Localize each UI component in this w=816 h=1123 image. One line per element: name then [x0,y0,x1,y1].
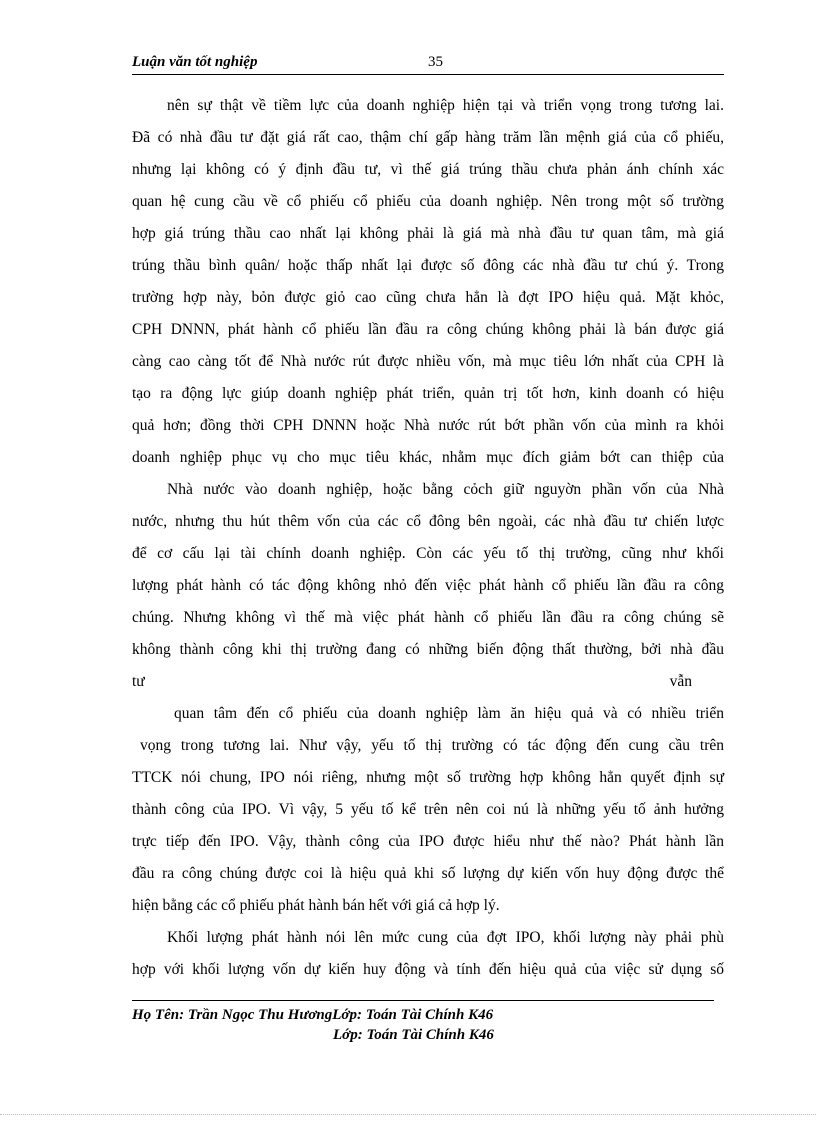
text-line: trường hợp này, bỏn được giỏ cao cũng chưa hẳn là đợt IPO hiệu quả. Mặt khỏc, [132,289,724,306]
text-line: TTCK nói chung, IPO nói riêng, nhưng một số trường hợp không hẳn quyết định sự [132,769,724,786]
text-line: càng cao càng tốt để Nhà nước rút được nhiều vốn, mà mục tiêu lớn nhất của CPH là [132,353,724,370]
text-line: CPH DNNN, phát hành cổ phiếu lần đầu ra công chúng không phải là bán được giá [132,321,724,338]
footer-class: Lớp: Toán Tài Chính K46 [333,1027,494,1043]
text-line: tạo ra động lực giúp doanh nghiệp phát triển, quản trị tốt hơn, kinh doanh có hiệu [132,385,724,402]
text-line: nhưng lại không có ý định đầu tư, vì thế giá trúng thầu chưa phản ánh chính xác [132,161,724,178]
text-line: trúng thầu bình quân/ hoặc thấp nhất lại được số đông các nhà đầu tư chú ý. Trong [132,257,724,274]
page-header [132,52,724,75]
text-line: thành công của IPO. Vì vậy, 5 yếu tố kể trên nên coi nú là những yếu tố ảnh hưởng [132,801,724,818]
text-line: trực tiếp đến IPO. Vậy, thành công của IPO được hiểu như thế nào? Phát hành lần [132,833,724,850]
text-line: để cơ cấu lại tài chính doanh nghiệp. Còn các yếu tố thị trường, cũng như khối [132,545,724,562]
text-line: quả hơn; đồng thời CPH DNNN hoặc Nhà nước rút bớt phần vốn của mình ra khỏi [132,417,724,434]
text-line: hợp với khối lượng vốn dự kiến huy động và tính đến hiệu quả của việc sử dụng số [132,961,724,978]
text-line: quan tâm đến cổ phiếu của doanh nghiệp làm ăn hiệu quả và có nhiều triển [174,705,724,722]
text-line: không thành công khi thị trường đang có những biến động thất thường, bởi nhà đầu [132,641,724,658]
text-line: nước, nhưng thu hút thêm vốn của các cổ đông bên ngoài, các nhà đầu tư chiến lược [132,513,724,530]
text-line: Nhà nước vào doanh nghiệp, hoặc bằng cỏch giữ nguyờn phần vốn của Nhà [167,481,724,498]
text-line: Đã có nhà đầu tư đặt giá rất cao, thậm chí gấp hàng trăm lần mệnh giá của cổ phiếu, [132,129,724,146]
text-line: lượng phát hành có tác động không nhỏ đến việc phát hành cổ phiếu lần đầu ra công [132,577,724,594]
footer-author: Họ Tên: Trần Ngọc Thu HươngLớp: Toán Tài Chính K46 [132,1007,494,1023]
text-line: nên sự thật về tiềm lực của doanh nghiệp hiện tại và triển vọng trong tương lai. [167,97,724,114]
text-line: chúng. Nhưng không vì thế mà việc phát hành cổ phiếu lần đầu ra công chúng sẽ [132,609,724,626]
text-line: đầu ra công chúng được coi là hiệu quả khi số lượng dự kiến vốn huy động được thể [132,865,724,882]
page-number: 35 [428,54,443,70]
text-line: tư vẫn [132,673,692,690]
footer-divider [132,1000,714,1001]
text-line: hiện bằng các cổ phiếu phát hành bán hết với giá cả hợp lý. [132,897,500,914]
text-line: hợp giá trúng thầu cao nhất lại không phải là giá mà nhà đầu tư quan tâm, mà giá [132,225,724,242]
page-bottom-border [0,1114,816,1115]
text-line: quan hệ cung cầu về cổ phiếu cổ phiếu của doanh nghiệp. Nên trong một số trường [132,193,724,210]
text-line: doanh nghiệp phục vụ cho mục tiêu khác, nhằm mục đích giảm bớt can thiệp của [132,449,724,466]
header-title: Luận văn tốt nghiệp [132,54,258,70]
text-line: vọng trong tương lai. Như vậy, yếu tố thị trường có tác động đến cung cầu trên [140,737,724,754]
text-line: Khối lượng phát hành nói lên mức cung của đợt IPO, khối lượng này phải phù [167,929,724,946]
